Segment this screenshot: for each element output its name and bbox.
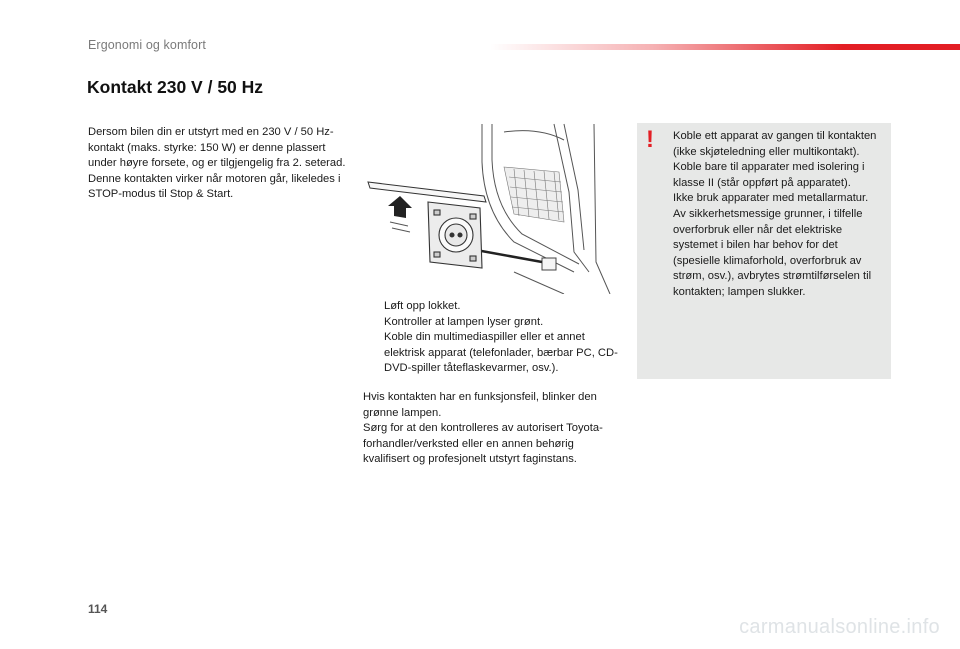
list-item — [363, 315, 618, 331]
list-item — [363, 299, 618, 315]
intro-text — [88, 125, 348, 203]
warning-text — [673, 129, 887, 301]
intro-paragraph: Denne kontakten virker når motoren går, likeledes i STOP-modus til Stop & Start. — [88, 172, 341, 201]
page-number: 114 — [88, 602, 108, 616]
checkbox-arrow-icon — [363, 318, 372, 327]
list-item-text: Løft opp lokket. — [384, 300, 461, 312]
warning-paragraph: Ikke bruk apparater med metallarmatur. — [673, 192, 869, 205]
list-item-text: Kontroller at lampen lyser grønt. — [384, 315, 544, 328]
section-title: Ergonomi og komfort — [88, 38, 206, 52]
list-item — [363, 330, 618, 377]
malfunction-paragraph: Sørg for at den kontrolleres av autorisert Toyota-forhandler/verksted eller en annen behørig kvalifisert og profesjonelt utstyrt faginstans. — [363, 422, 603, 466]
exclamation-warning-icon: ! — [646, 126, 654, 153]
warning-paragraph: Av sikkerhetsmessige grunner, i tilfelle overforbruk eller når det elektriske systemet i bilen har behov for det (spesielle klimaforhold, overforbruk av strøm, osv.), avbrytes strømtilførselen til kontakten; lampen slukker. — [673, 207, 872, 298]
page-title: Kontakt 230 V / 50 Hz — [87, 77, 264, 97]
header-accent-bar — [490, 44, 960, 50]
warning-paragraph: Koble ett apparat av gangen til kontakten (ikke skjøteledning eller multikontakt). — [673, 130, 877, 158]
malfunction-paragraph: Hvis kontakten har en funksjonsfeil, blinker den grønne lampen. — [363, 391, 597, 419]
power-outlet-under-seat-illustration — [364, 122, 612, 294]
warning-paragraph: Koble bare til apparater med isolering i klasse II (står oppført på apparatet). — [673, 161, 865, 189]
list-item-text: Koble din multimediaspiller eller et annet elektrisk apparat (telefonlader, bærbar PC, CD-DVD-spiller tåteflaskevarmer, osv.). — [384, 331, 618, 375]
malfunction-text — [363, 390, 621, 468]
checkbox-arrow-icon — [363, 333, 372, 342]
instruction-list — [363, 299, 618, 377]
checkbox-arrow-icon — [363, 302, 372, 311]
intro-paragraph: Dersom bilen din er utstyrt med en 230 V / 50 Hz-kontakt (maks. styrke: 150 W) er denne plassert under høyre forsete, og er tilgjengelig fra 2. seterad. — [88, 126, 346, 170]
watermark: carmanualsonline.info — [739, 616, 940, 638]
